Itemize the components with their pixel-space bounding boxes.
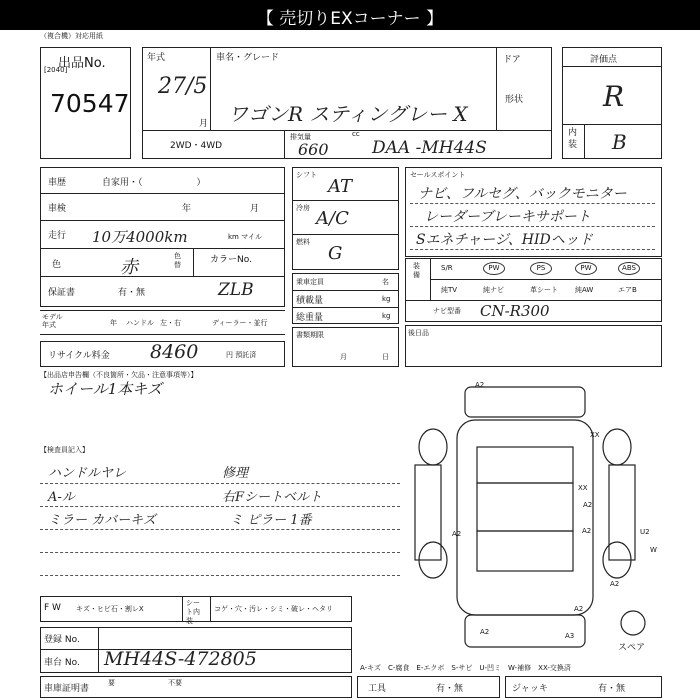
load-label: 積載量: [296, 296, 324, 306]
chassis-label: 車台 No.: [44, 658, 80, 668]
equip-chip: PW: [575, 262, 597, 275]
equip-chip: ABS: [618, 262, 640, 275]
sales-line: Sエネチャージ、HIDヘッド: [416, 232, 593, 248]
shape-label: 形状: [505, 95, 524, 105]
sales-label: セールスポイント: [410, 171, 466, 179]
capacity-label: 乗車定員: [296, 278, 324, 286]
equip-chip: PS: [530, 262, 552, 275]
fw-options: キズ・ヒビ石・割レX: [76, 605, 144, 613]
displacement-value: 660: [298, 140, 329, 159]
notes-label: 【出品店申告欄（不良箇所・欠品・注意事項等）】: [40, 371, 198, 379]
sales-line: ナビ、フルセグ、バックモニター: [418, 186, 627, 202]
diagram-mark: XX: [590, 431, 600, 439]
recycle-unit: 円 預託済: [226, 351, 257, 359]
shift-label: シフト: [296, 171, 317, 179]
displacement-label: 排気量: [290, 133, 311, 141]
diagram-mark: A2: [574, 605, 584, 613]
navi-label: ナビ型番: [433, 307, 461, 315]
dealer-label: ディーラー・並行: [212, 319, 268, 327]
fw-label: F W: [44, 603, 61, 613]
diagram-mark: A2: [480, 628, 490, 636]
inspector-left: ハンドルヤレ: [48, 466, 126, 481]
chassis-value: MH44S-472805: [104, 648, 257, 670]
diagram-mark: A2: [583, 501, 593, 509]
equipment-label: 装備: [413, 262, 420, 279]
inspection-label: 車検: [48, 204, 67, 214]
seat-options: コゲ・穴・汚レ・シミ・破レ・ヘタリ: [214, 605, 333, 613]
inspector-right: 修理: [222, 466, 249, 481]
handle-label: ハンドル: [126, 319, 154, 327]
equip-chip: PW: [483, 262, 505, 275]
inspection-year-unit: 年: [182, 204, 192, 214]
evaluation-label: 評価点: [590, 55, 618, 65]
model-year-label: モデル年式: [42, 313, 63, 329]
load-unit: kg: [382, 295, 391, 303]
diagram-mark: A3: [565, 632, 575, 640]
recycle-value: 8460: [150, 341, 199, 363]
inspector-left: ミラー カバーキズ: [48, 513, 156, 528]
diagram-mark: W: [650, 546, 657, 554]
model-code: DAA -MH44S: [372, 138, 487, 158]
diagram-mark: U2: [640, 528, 650, 536]
name-value: ワゴンR スティングレー X: [228, 102, 468, 126]
evaluation-value: R: [603, 80, 625, 113]
seat-label: シート内装: [186, 599, 200, 625]
equip-chip: 純AW: [575, 286, 594, 294]
lot-number: 70547: [50, 89, 130, 118]
equip-chip: 純TV: [441, 286, 458, 294]
year-label: 年式: [147, 53, 166, 63]
lot-label: 出品No.: [58, 56, 106, 71]
mileage-unit: km マイル: [228, 233, 262, 241]
jack-options: 有・無: [598, 684, 626, 694]
model-year-unit: 年: [110, 319, 117, 327]
warranty-options: 有・無: [118, 288, 146, 298]
color-label: 色: [52, 260, 62, 270]
mileage-label: 走行: [48, 231, 67, 241]
shift-value: AT: [328, 176, 353, 197]
inspector-left: A-ル: [48, 490, 75, 505]
warranty-label: 保証書: [48, 288, 76, 298]
sales-line: レーダーブレーキサポート: [424, 209, 591, 225]
gross-label: 総重量: [296, 313, 324, 323]
interior-value: B: [612, 130, 627, 154]
history-options: 自家用・（ ）: [102, 178, 206, 188]
cert-check: 不要: [168, 679, 182, 687]
lot-code: [2040]: [44, 66, 68, 74]
capacity-unit: 名: [382, 278, 389, 286]
interior-label: 内装: [568, 128, 578, 150]
remarks-label: 後日品: [408, 329, 429, 337]
name-label: 車名・グレード: [216, 53, 280, 63]
year-value: 27/5: [158, 74, 208, 99]
color-value: 赤: [120, 257, 138, 278]
fuel-label: 燃料: [296, 238, 310, 246]
history-label: 車歴: [48, 178, 67, 188]
ac-label: 冷房: [296, 204, 310, 212]
jack-label: ジャッキ: [512, 684, 548, 694]
handle-options: 左・右: [160, 319, 181, 327]
top-note: （複合機）対応用紙: [40, 32, 103, 40]
color-sub: 色替: [174, 252, 181, 269]
tools-options: 有・無: [436, 684, 464, 694]
recycle-label: リサイクル料金: [48, 351, 110, 361]
ac-value: A/C: [316, 208, 349, 229]
doc-unit: 月: [340, 353, 347, 361]
diagram-mark: A2: [610, 580, 620, 588]
remarks-box: [405, 325, 662, 367]
equip-chip: 革シート: [530, 286, 558, 294]
inspection-month-unit: 月: [250, 204, 260, 214]
notes-value: ホイール1本キズ: [48, 380, 162, 398]
inspector-right: ミ ピラー 1番: [230, 513, 312, 528]
diagram-mark: XX: [578, 484, 588, 492]
month-label: 月: [199, 119, 209, 129]
legend: A-キズ C-腐食 E-エクボ S-サビ U-凹ミ W-補修 XX-交換済: [360, 664, 571, 672]
inspector-right: 右Fシートベルト: [222, 490, 323, 505]
diagram-mark: A2: [475, 381, 485, 389]
diagram-mark: A2: [452, 530, 462, 538]
door-label: ドア: [503, 55, 521, 65]
drive-label: 2WD・4WD: [170, 141, 223, 151]
cert-check: 要: [108, 679, 115, 687]
equip-chip: エアB: [618, 286, 637, 294]
doc-label: 書類期限: [296, 331, 324, 339]
tools-label: 工具: [368, 684, 387, 694]
doc-day: 日: [382, 353, 389, 361]
header-title: 【 売切りEXコーナー 】: [256, 9, 444, 29]
diagram-mark: A2: [582, 527, 592, 535]
equip-chip: S/R: [441, 264, 453, 272]
registration-label: 登録 No.: [44, 635, 80, 645]
inspector-label: 【検査員記入】: [40, 446, 89, 454]
mileage-value: 10万4000km: [92, 228, 188, 246]
color-no-value: ZLB: [218, 280, 254, 300]
car-diagram: [405, 375, 662, 660]
cert-label: 車庫証明書: [44, 684, 90, 694]
fuel-value: G: [328, 243, 343, 264]
navi-value: CN-R300: [480, 302, 550, 320]
spare-label: スペア: [618, 643, 646, 653]
cc-unit: cc: [352, 130, 360, 138]
color-no-label: カラーNo.: [210, 255, 252, 265]
gross-unit: kg: [382, 312, 391, 320]
equip-chip: 純ナビ: [483, 286, 504, 294]
